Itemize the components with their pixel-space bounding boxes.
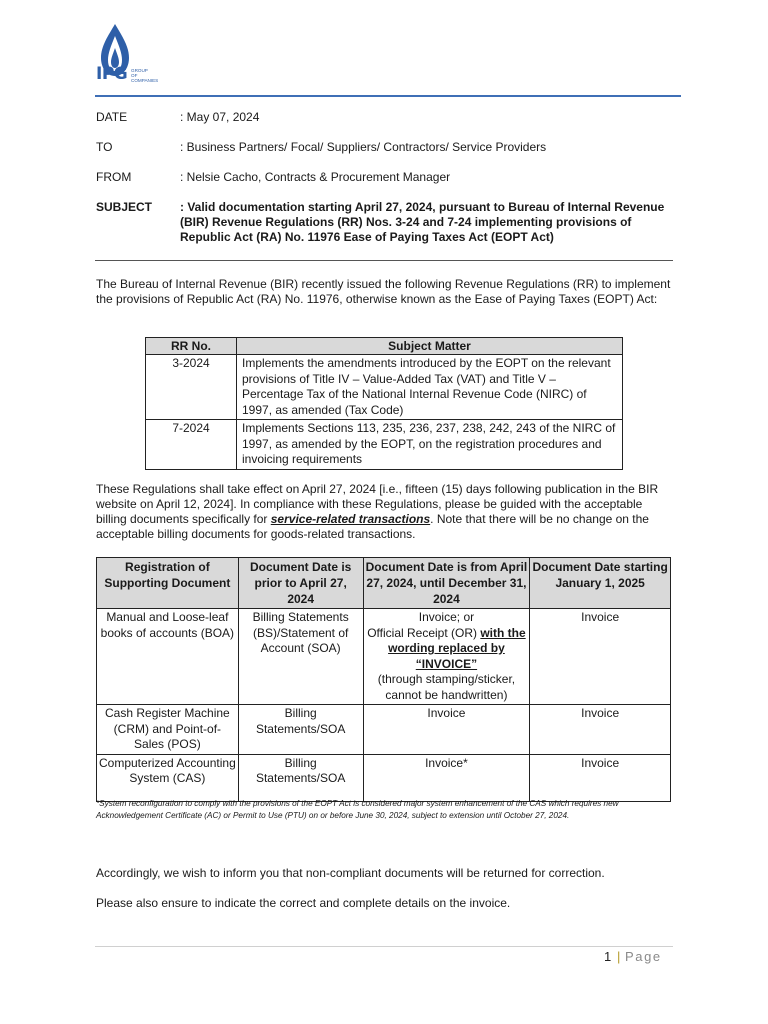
table-row bbox=[146, 355, 623, 420]
effect-paragraph bbox=[96, 482, 672, 542]
effect-text-after: . Note that there will be no change on the acceptable billing documents for goods-related transactions. bbox=[96, 512, 649, 541]
table-row bbox=[97, 609, 671, 705]
to-value: : Business Partners/ Focal/ Suppliers/ Contractors/ Service Providers bbox=[180, 140, 547, 154]
registration-cell: Manual and Loose-leaf books of accounts (BOA) bbox=[97, 609, 239, 705]
subject-matter-header: Subject Matter bbox=[237, 338, 623, 355]
table-row bbox=[146, 420, 623, 470]
registration-cell: Cash Register Machine (CRM) and Point-of-Sales (POS) bbox=[97, 705, 239, 755]
subject-label: SUBJECT bbox=[96, 200, 153, 214]
from-value: : Nelsie Cacho, Contracts & Procurement Manager bbox=[180, 170, 451, 184]
service-transactions-emphasis: service-related transactions bbox=[270, 512, 431, 526]
doc-table-header bbox=[97, 558, 671, 609]
after-cell: Invoice bbox=[530, 609, 671, 705]
rr-no-header: RR No. bbox=[146, 338, 237, 355]
after-cell: Invoice bbox=[530, 754, 671, 801]
table-row bbox=[97, 705, 671, 755]
intro-paragraph: The Bureau of Internal Revenue (BIR) recently issued the following Revenue Regulations (RR) to implement the provisions of Republic Act (RA) No. 11976, otherwise known as the Ease of Paying Taxes (EOPT) Act: bbox=[96, 277, 671, 306]
page-word: Page bbox=[625, 949, 662, 964]
after-date-header: Document Date starting January 1, 2025 bbox=[530, 558, 671, 609]
cas-footnote: *System reconfiguration to comply with the provisions of the EOPT Act is considered major system enhancement of the CAS which requires new Acknowledgement Certificate (AC) or Permit to Use (PTU) on or before June 30, 2024, subject to extension until October 27, 2024. bbox=[96, 799, 619, 820]
subject-matter-cell: Implements Sections 113, 235, 236, 237, 238, 242, 243 of the NIRC of 1997, as amended by the EOPT, on the registration procedures and invoicing requirements bbox=[237, 420, 623, 470]
prior-date-header: Document Date is prior to April 27, 2024 bbox=[238, 558, 363, 609]
rr-no-cell: 3-2024 bbox=[146, 355, 237, 420]
from-label: FROM bbox=[96, 170, 132, 184]
logo-subtext: GROUP OF COMPANIES bbox=[131, 68, 159, 83]
rr-table-header bbox=[146, 338, 623, 355]
prior-cell: Billing Statements/SOA bbox=[238, 754, 363, 801]
table-row bbox=[97, 754, 671, 801]
interim-cell: Invoice* bbox=[363, 754, 530, 801]
footer-divider bbox=[95, 946, 673, 947]
rr-no-cell: 7-2024 bbox=[146, 420, 237, 470]
subject-value: : Valid documentation starting April 27, 2024, pursuant to Bureau of Internal Revenue (BIR) Revenue Regulations (RR) Nos. 3-24 and 7-24 implementing provisions of Republic Act (RA) No. 11976 Ease of Paying Taxes Act (EOPT Act) bbox=[180, 200, 665, 244]
interim-cell: Invoice; or Official Receipt (OR) with the wording replaced by “INVOICE” (through stamping/sticker, cannot be handwritten) bbox=[363, 609, 530, 705]
date-label: DATE bbox=[96, 110, 128, 124]
date-value: : May 07, 2024 bbox=[180, 110, 260, 124]
page-number: 1 bbox=[604, 949, 612, 964]
closing-paragraph-1: Accordingly, we wish to inform you that non-compliant documents will be returned for correction. bbox=[96, 866, 605, 880]
rr-table bbox=[145, 337, 623, 470]
invoice-wording-emphasis: with the wording replaced by “INVOICE” bbox=[388, 625, 526, 671]
header-divider bbox=[95, 95, 681, 97]
registration-cell: Computerized Accounting System (CAS) bbox=[97, 754, 239, 801]
to-label: TO bbox=[96, 140, 113, 154]
registration-header: Registration of Supporting Document bbox=[97, 558, 239, 609]
logo-brand-text: IPG bbox=[96, 64, 128, 84]
memo-header-divider bbox=[95, 260, 673, 261]
interim-date-header: Document Date is from April 27, 2024, until December 31, 2024 bbox=[363, 558, 530, 609]
subject-matter-cell: Implements the amendments introduced by the EOPT on the relevant provisions of Title IV – Value-Added Tax (VAT) and Title V – Percentage Tax of the National Internal Revenue Code (NIRC) of 1997, as amended (Tax Code) bbox=[237, 355, 623, 420]
interim-cell: Invoice bbox=[363, 705, 530, 755]
prior-cell: Billing Statements (BS)/Statement of Account (SOA) bbox=[238, 609, 363, 705]
prior-cell: Billing Statements/SOA bbox=[238, 705, 363, 755]
effect-text-before: These Regulations shall take effect on April 27, 2024 [i.e., fifteen (15) days following publication in the BIR website on April 12, 2024]. In compliance with these Regulations, please be guided with the acceptable billing documents specifically for bbox=[96, 482, 659, 526]
page-separator: | bbox=[617, 949, 621, 964]
billing-documents-table bbox=[96, 557, 671, 802]
after-cell: Invoice bbox=[530, 705, 671, 755]
closing-paragraph-2: Please also ensure to indicate the correct and complete details on the invoice. bbox=[96, 896, 511, 910]
